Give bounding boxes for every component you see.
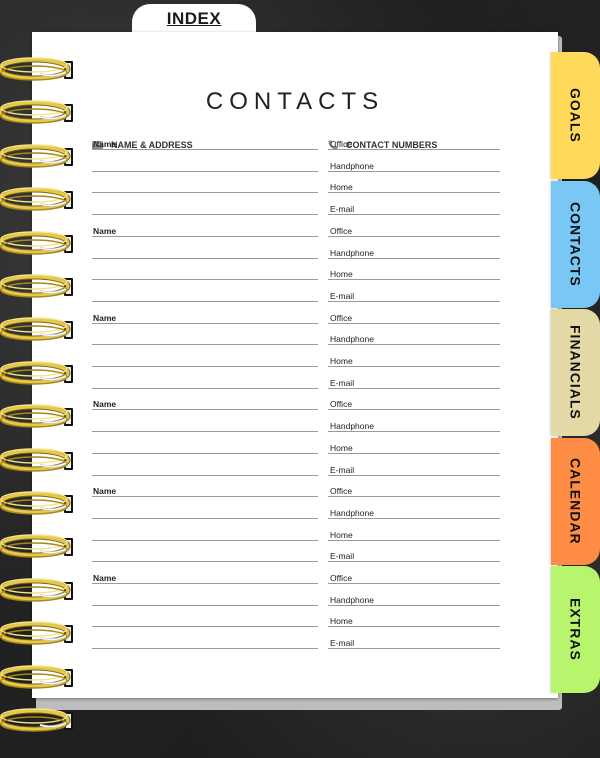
contact-number-line[interactable] xyxy=(328,605,500,606)
spiral-ring xyxy=(0,52,78,86)
tab-extras[interactable] xyxy=(551,566,600,693)
address-line[interactable] xyxy=(92,366,318,367)
contact-number-line[interactable] xyxy=(328,301,500,302)
address-line[interactable] xyxy=(92,605,318,606)
tab-label[interactable]: CONTACTS xyxy=(567,201,584,287)
contact-field-label: Handphone xyxy=(330,507,374,518)
address-line[interactable] xyxy=(92,279,318,280)
contact-field-label: Office xyxy=(330,573,353,583)
contact-number-line[interactable] xyxy=(328,214,500,215)
contact-number-line[interactable] xyxy=(328,561,500,562)
contact-number-line[interactable] xyxy=(328,626,500,627)
contact-field-label: E-mail xyxy=(330,551,355,562)
address-line[interactable] xyxy=(92,388,318,389)
spiral-ring xyxy=(0,529,78,563)
contact-number-line[interactable] xyxy=(328,583,500,584)
address-line[interactable] xyxy=(92,258,318,259)
contact-number-line[interactable] xyxy=(328,258,500,259)
spiral-ring xyxy=(0,660,78,694)
name-label: Name xyxy=(93,312,117,323)
contact-field-label: Home xyxy=(330,529,353,540)
spiral-ring xyxy=(0,356,78,390)
address-line[interactable] xyxy=(92,301,318,302)
spiral-ring xyxy=(0,703,78,737)
address-line[interactable] xyxy=(92,214,318,215)
contact-field-label: E-mail xyxy=(330,638,355,649)
tab-label[interactable]: EXTRAS xyxy=(567,598,584,661)
address-line[interactable] xyxy=(92,648,318,649)
spiral-ring xyxy=(0,486,78,520)
contact-number-line[interactable] xyxy=(328,648,500,649)
contact-field-label: E-mail xyxy=(330,290,355,301)
spiral-ring xyxy=(0,226,78,260)
contact-field-label: Home xyxy=(330,182,353,193)
index-label[interactable]: INDEX xyxy=(166,9,222,28)
contact-number-line[interactable] xyxy=(328,475,500,476)
tab-financials[interactable] xyxy=(551,309,600,436)
contact-number-line[interactable] xyxy=(328,540,500,541)
contact-number-line[interactable] xyxy=(328,192,500,193)
contact-field-label: Office xyxy=(330,139,353,149)
name-label: Name xyxy=(93,225,117,236)
contact-number-line[interactable] xyxy=(328,496,500,497)
contact-field-label: Office xyxy=(330,225,353,236)
address-line[interactable] xyxy=(92,409,318,410)
tab-goals[interactable] xyxy=(551,52,600,179)
contact-field-label: E-mail xyxy=(330,204,355,215)
contact-field-label: E-mail xyxy=(330,464,355,475)
name-label: Name xyxy=(93,399,117,410)
contact-field-label: E-mail xyxy=(330,377,355,388)
contact-field-label: Office xyxy=(330,399,353,410)
tab-label[interactable]: CALENDAR xyxy=(567,457,584,545)
spiral-ring xyxy=(0,95,78,129)
contact-number-line[interactable] xyxy=(328,409,500,410)
address-line[interactable] xyxy=(92,192,318,193)
contact-field-label: Home xyxy=(330,616,353,627)
contact-field-label: Handphone xyxy=(330,421,374,432)
contact-field-label: Handphone xyxy=(330,334,374,345)
address-line[interactable] xyxy=(92,475,318,476)
address-line[interactable] xyxy=(92,431,318,432)
address-line[interactable] xyxy=(92,583,318,584)
address-line[interactable] xyxy=(92,540,318,541)
address-line[interactable] xyxy=(92,518,318,519)
contact-field-label: Home xyxy=(330,442,353,453)
contact-field-label: Handphone xyxy=(330,247,374,258)
contact-number-line[interactable] xyxy=(328,431,500,432)
contact-field-label: Office xyxy=(330,486,353,497)
contact-number-line[interactable] xyxy=(328,149,500,150)
contact-field-label: Home xyxy=(330,269,353,280)
spiral-ring xyxy=(0,269,78,303)
contact-number-line[interactable] xyxy=(328,453,500,454)
tab-label[interactable]: FINANCIALS xyxy=(567,325,584,420)
contact-number-line[interactable] xyxy=(328,388,500,389)
spiral-ring xyxy=(0,139,78,173)
contact-number-line[interactable] xyxy=(328,171,500,172)
tab-label[interactable]: GOALS xyxy=(567,88,584,143)
contact-field-label: Home xyxy=(330,356,353,366)
contacts-page xyxy=(32,32,558,698)
contact-number-line[interactable] xyxy=(328,344,500,345)
spiral-ring xyxy=(0,312,78,346)
tab-contacts[interactable] xyxy=(551,181,600,308)
tab-calendar[interactable] xyxy=(551,438,600,565)
spiral-ring xyxy=(0,573,78,607)
contact-field-label: Office xyxy=(330,312,353,323)
name-label: Name xyxy=(93,486,117,497)
address-line[interactable] xyxy=(92,496,318,497)
contact-number-line[interactable] xyxy=(328,236,500,237)
contact-number-line[interactable] xyxy=(328,366,500,367)
spiral-ring xyxy=(0,182,78,216)
contact-numbers-label: CONTACT NUMBERS xyxy=(346,140,438,150)
contact-number-line[interactable] xyxy=(328,518,500,519)
spiral-ring xyxy=(0,443,78,477)
name-label: Name xyxy=(93,573,117,583)
address-line[interactable] xyxy=(92,626,318,627)
name-label: Name xyxy=(93,139,117,149)
contact-field-label: Handphone xyxy=(330,160,374,171)
contact-number-line[interactable] xyxy=(328,279,500,280)
spiral-ring xyxy=(0,616,78,650)
address-line[interactable] xyxy=(92,323,318,324)
contact-field-label: Handphone xyxy=(330,594,374,605)
page-title: CONTACTS xyxy=(205,88,385,115)
address-line[interactable] xyxy=(92,453,318,454)
name-address-label: NAME & ADDRESS xyxy=(111,140,193,150)
contact-number-line[interactable] xyxy=(328,323,500,324)
address-line[interactable] xyxy=(92,344,318,345)
spiral-ring xyxy=(0,399,78,433)
address-line[interactable] xyxy=(92,149,318,150)
address-line[interactable] xyxy=(92,561,318,562)
address-line[interactable] xyxy=(92,171,318,172)
address-line[interactable] xyxy=(92,236,318,237)
